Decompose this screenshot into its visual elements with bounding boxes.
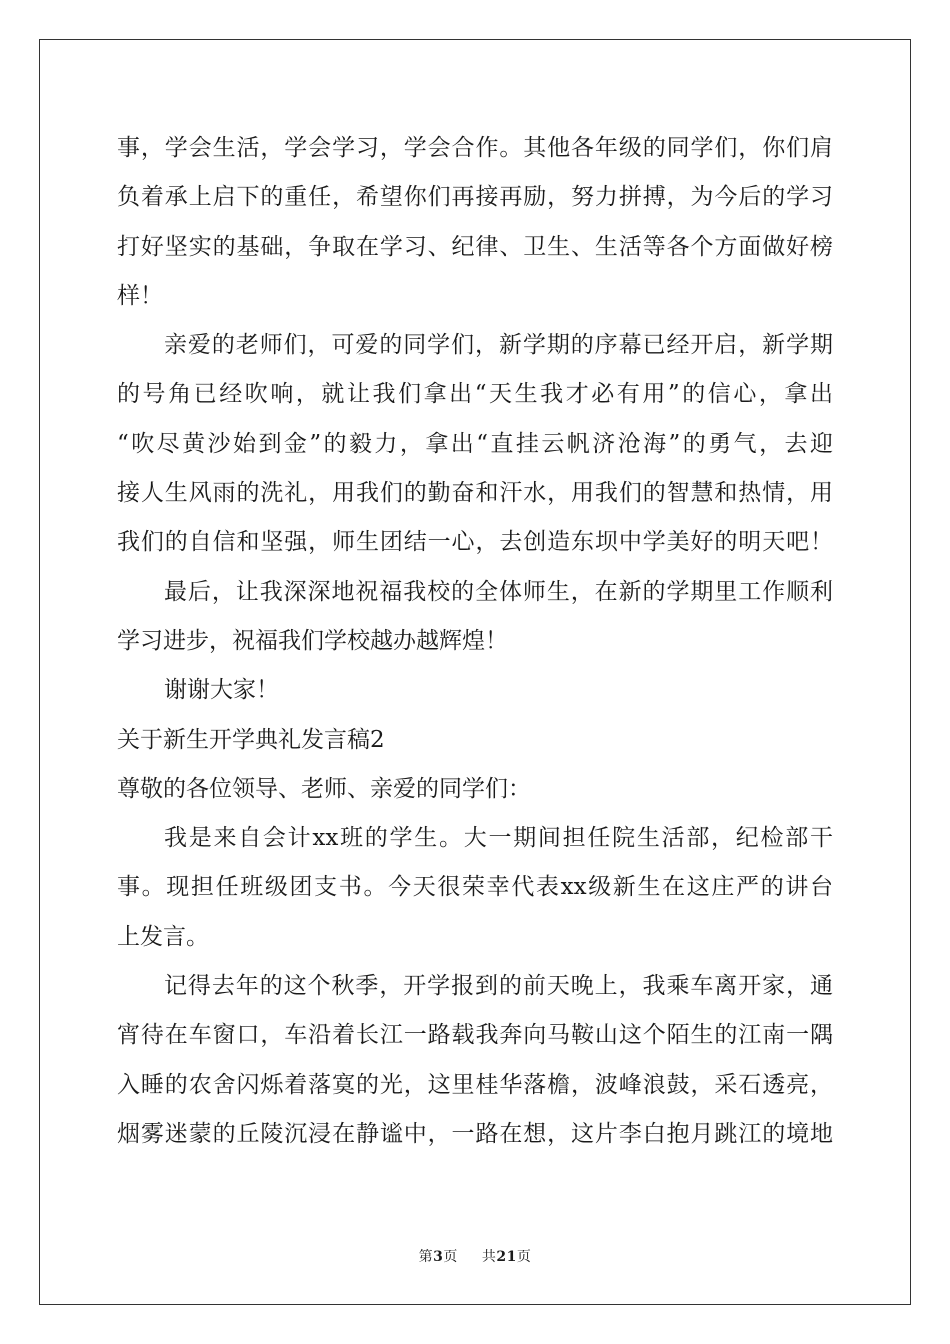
document-body (117, 124, 833, 1159)
paragraph-line: 负着承上启下的重任，希望你们再接再励，努力拼搏，为今后的学习 (117, 184, 833, 211)
paragraph-line: 样！ (117, 282, 163, 309)
total-pages-prefix: 共 (481, 1249, 497, 1265)
paragraph-line: 烟雾迷蒙的丘陵沉浸在静谧中，一路在想，这片李白抱月跳江的境地 (117, 1120, 833, 1147)
paragraph-line: “吹尽黄沙始到金”的毅力，拿出“直挂云帆济沧海”的勇气，去迎 (117, 430, 833, 457)
page-footer (0, 1246, 950, 1266)
total-pages-number: 21 (496, 1249, 517, 1265)
paragraph-line: 最后，让我深深地祝福我校的全体师生，在新的学期里工作顺利 (164, 578, 833, 605)
paragraph-line: 谢谢大家！ (164, 677, 279, 704)
paragraph-line: 亲爱的老师们，可爱的同学们，新学期的序幕已经开启，新学期 (164, 332, 833, 359)
section-heading: 关于新生开学典礼发言稿2 (117, 726, 385, 753)
paragraph-line: 入睡的农舍闪烁着落寞的光，这里桂华落檐，波峰浪鼓，采石透亮， (117, 1071, 833, 1098)
paragraph-line: 的号角已经吹响，就让我们拿出“天生我才必有用”的信心，拿出 (117, 381, 833, 408)
paragraph-line: 我是来自会计xx班的学生。大一期间担任院生活部，纪检部干 (164, 825, 833, 852)
total-pages-unit: 页 (516, 1249, 532, 1265)
paragraph-line: 接人生风雨的洗礼，用我们的勤奋和汗水，用我们的智慧和热情，用 (117, 480, 833, 507)
paragraph-line: 学习进步，祝福我们学校越办越辉煌！ (117, 627, 508, 654)
current-page-number: 3 (433, 1249, 444, 1265)
paragraph-line: 我们的自信和坚强，师生团结一心，去创造东坝中学美好的明天吧！ (117, 529, 833, 556)
page-number-unit: 页 (443, 1249, 458, 1265)
paragraph-line: 事。现担任班级团支书。今天很荣幸代表xx级新生在这庄严的讲台 (117, 874, 833, 901)
paragraph-line: 记得去年的这个秋季，开学报到的前天晚上，我乘车离开家，通 (164, 973, 833, 1000)
paragraph-line: 宵待在车窗口，车沿着长江一路载我奔向马鞍山这个陌生的江南一隅 (117, 1022, 833, 1049)
paragraph-line: 上发言。 (117, 923, 209, 950)
paragraph-line: 打好坚实的基础，争取在学习、纪律、卫生、生活等各个方面做好榜 (117, 233, 833, 260)
paragraph-line: 事，学会生活，学会学习，学会合作。其他各年级的同学们，你们肩 (117, 135, 833, 161)
page-number-prefix: 第 (418, 1249, 434, 1265)
salutation: 尊敬的各位领导、老师、亲爱的同学们： (117, 775, 531, 802)
